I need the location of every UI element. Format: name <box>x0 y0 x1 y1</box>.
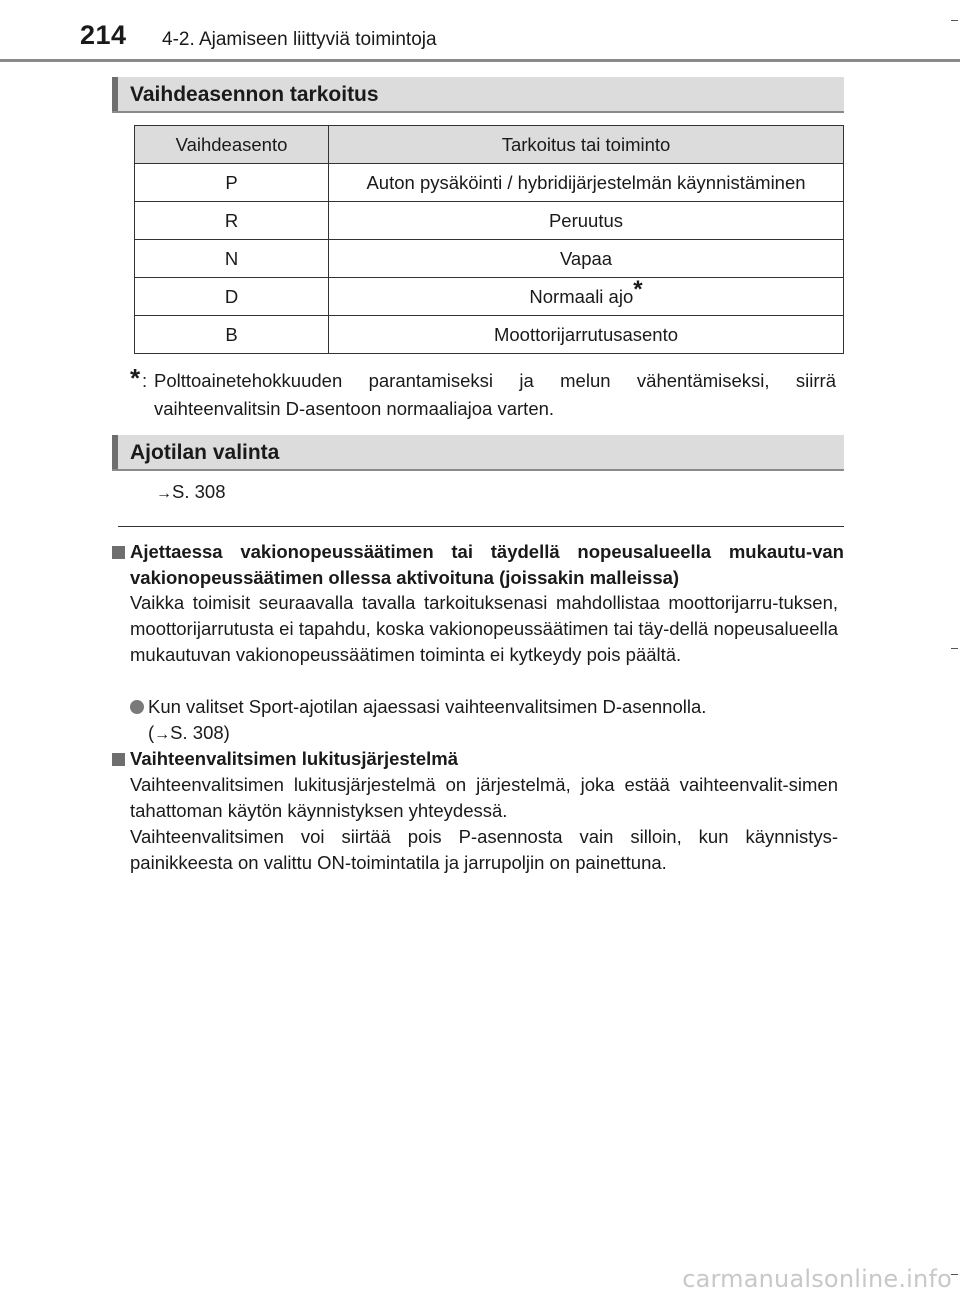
note-body-shift-lock-2: Vaihteenvalitsimen voi siirtää pois P-asennosta vain silloin, kun käynnistys-painikkeesta on valittu ON-toimintatila ja jarrupoljin on painettuna. <box>130 826 838 873</box>
page-reference-text: S. 308 <box>172 481 226 502</box>
note-heading-text: Vaihteenvalitsimen lukitusjärjestelmä <box>130 748 459 769</box>
note-bullet <box>130 694 838 748</box>
table-cell-position: N <box>135 240 329 278</box>
table-cell-position: P <box>135 164 329 202</box>
gear-table <box>134 125 844 354</box>
table-cell-position: R <box>135 202 329 240</box>
bullet-ref-paren: ( <box>148 722 155 743</box>
table-cell-position: B <box>135 316 329 354</box>
note-body-shift-lock-1: Vaihteenvalitsimen lukitusjärjestelmä on järjestelmä, joka estää vaihteenvalit-simen tahattoman käytön käynnistyksen yhteydessä. <box>130 774 838 821</box>
square-bullet-icon <box>112 753 125 766</box>
section-title: Vaihdeasennon tarkoitus <box>130 83 379 106</box>
bullet-ref-text: S. 308) <box>170 722 230 743</box>
table-cell-purpose: Auton pysäköinti / hybridijärjestelmän käynnistäminen <box>329 164 844 202</box>
crop-mark <box>951 20 958 21</box>
chapter-title: 4-2. Ajamiseen liittyviä toimintoja <box>162 29 437 50</box>
table-footnote <box>130 363 836 423</box>
arrow-right-icon: → <box>154 726 171 743</box>
footnote-colon: : <box>142 370 148 391</box>
page-header <box>0 0 960 62</box>
table-row <box>135 202 844 240</box>
table-cell-text: Normaali ajo <box>529 285 634 307</box>
table-row <box>135 278 844 316</box>
footnote-star: * <box>130 363 141 393</box>
section-accent <box>112 77 118 111</box>
arrow-right-icon: → <box>156 485 172 502</box>
circle-bullet-icon <box>130 700 144 714</box>
table-row <box>135 164 844 202</box>
table-cell-purpose: Vapaa <box>329 240 844 278</box>
table-cell-purpose <box>329 275 844 316</box>
note-heading-text: Ajettaessa vakionopeussäätimen tai täydellä nopeusalueella mukautu-van vakionopeussäätimen ollessa aktivoituna (joissakin malleissa) <box>130 541 844 588</box>
square-bullet-icon <box>112 546 125 559</box>
crop-mark <box>951 648 958 649</box>
section-divider <box>118 526 844 527</box>
footnote-text: Polttoainetehokkuuden parantamiseksi ja melun vähentämiseksi, siirrä vaihteenvalitsin D-asentoon normaaliajoa varten. <box>154 370 836 419</box>
page-reference-link[interactable] <box>156 481 226 503</box>
note-heading-cruise-control <box>112 539 844 591</box>
bullet-reference[interactable] <box>130 720 838 748</box>
crop-mark <box>951 1274 958 1275</box>
footnote-marker: * <box>633 275 643 303</box>
table-header-cell: Tarkoitus tai toiminto <box>329 126 844 164</box>
table-cell-position: D <box>135 278 329 316</box>
header-rule <box>0 59 960 62</box>
table-header-row <box>135 126 844 164</box>
table-row <box>135 316 844 354</box>
section-accent <box>112 435 118 469</box>
table-cell-purpose: Moottorijarrutusasento <box>329 316 844 354</box>
page-number: 214 <box>80 20 127 50</box>
table-row <box>135 240 844 278</box>
section-heading-drive-mode <box>112 435 844 471</box>
note-body-cruise-control: Vaikka toimisit seuraavalla tavalla tarkoituksenasi mahdollistaa moottorijarru-tuksen, moottorijarrutusta ei tapahdu, koska vakionopeussäätimen tai täy-dellä nopeusalueella mukautuvan vakionopeussäätimen toiminta ei kytkeydy pois päältä. <box>130 592 838 665</box>
watermark-logo: carmanualsonline.info <box>682 1265 952 1293</box>
section-heading-gear-purpose <box>112 77 844 113</box>
note-heading-shift-lock <box>112 746 844 772</box>
bullet-text: Kun valitset Sport-ajotilan ajaessasi vaihteenvalitsimen D-asennolla. <box>148 696 707 717</box>
section-title: Ajotilan valinta <box>130 441 280 464</box>
table-header-cell: Vaihdeasento <box>135 126 329 164</box>
table-cell-purpose: Peruutus <box>329 202 844 240</box>
